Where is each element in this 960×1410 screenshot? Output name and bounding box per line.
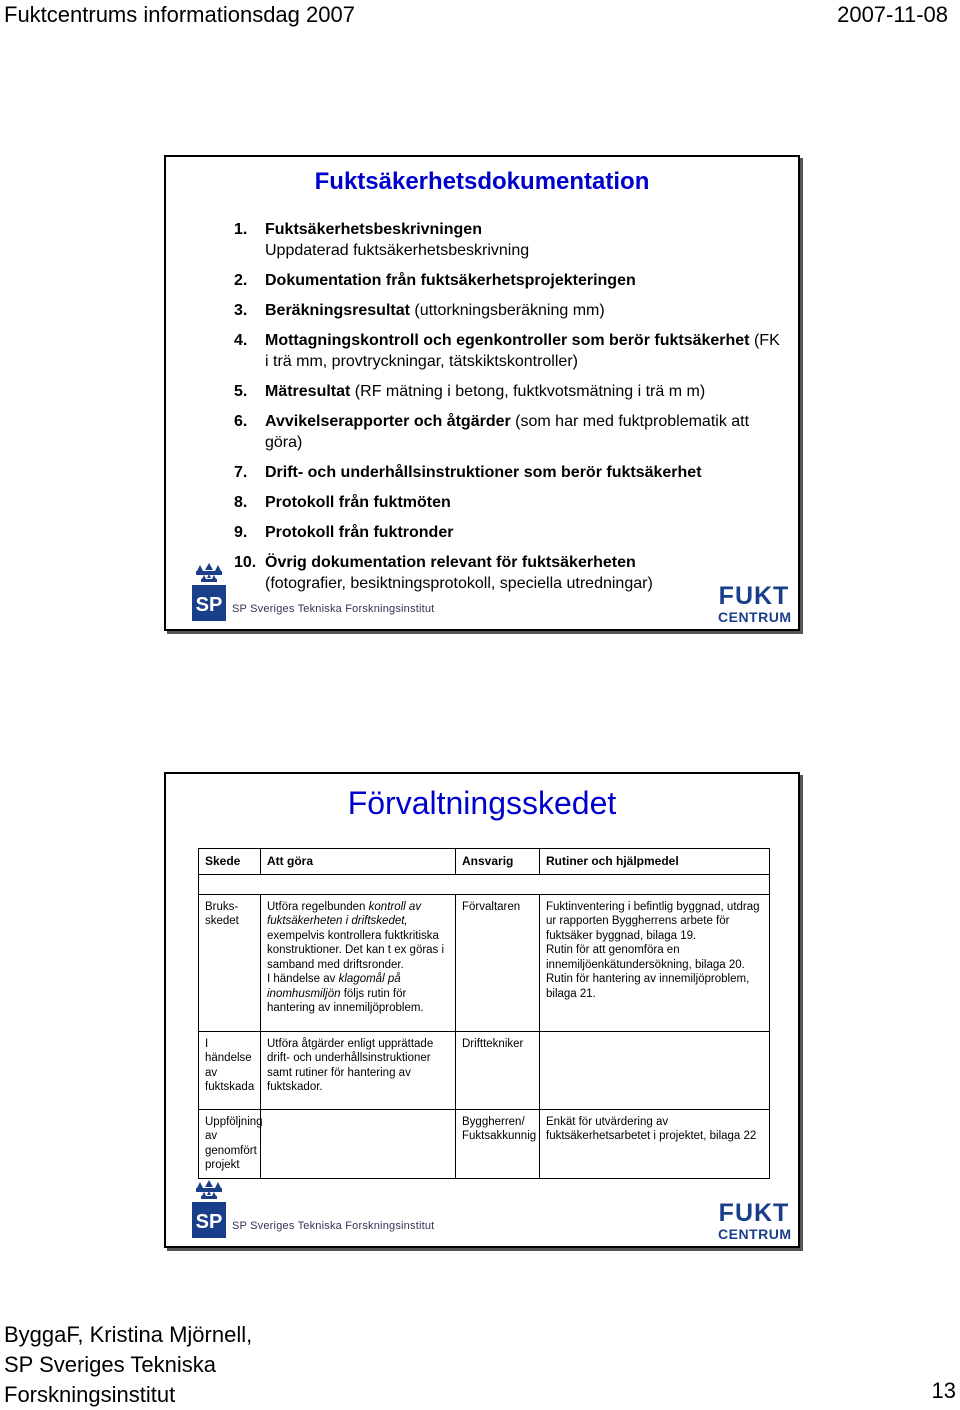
fukt-logo-line1: FUKT — [718, 1199, 790, 1227]
item-number: 3. — [234, 302, 248, 319]
table-row — [199, 894, 770, 1031]
footer-author — [4, 1320, 252, 1410]
sp-crown-logo-icon — [192, 1178, 226, 1238]
header-title: Fuktcentrums informationsdag 2007 — [4, 2, 355, 27]
list-item — [234, 300, 782, 321]
item-detail: (som har med fuktproblematik att göra) — [265, 413, 750, 451]
footer-line: SP Sveriges Tekniska — [4, 1352, 216, 1377]
sp-institute-name: SP Sveriges Tekniska Forskningsinstitut — [232, 1220, 435, 1232]
item-heading: Dokumentation från fuktsäkerhetsprojekteringen — [265, 272, 636, 289]
item-heading: Fuktsäkerhetsbeskrivningen — [265, 221, 482, 238]
item-number: 7. — [234, 464, 248, 481]
fukt-logo-line2: CENTRUM — [718, 1226, 792, 1242]
slide-forvaltningsskedet — [164, 772, 800, 1248]
skede-cell: Bruks-skedet — [199, 894, 261, 1031]
slide-title: Fuktsäkerhetsdokumentation — [314, 168, 650, 195]
skede-cell: Uppföljning av genomfört projekt — [199, 1109, 261, 1178]
fuktcentrum-logo — [718, 583, 790, 625]
item-heading: Drift- och underhållsinstruktioner som berör fuktsäkerhet — [265, 464, 702, 481]
table-row — [199, 1031, 770, 1109]
ansvarig-cell: Drifttekniker — [456, 1031, 540, 1109]
item-number: 5. — [234, 383, 248, 400]
list-item — [234, 492, 782, 513]
header-date: 2007-11-08 — [837, 2, 948, 27]
sp-crown-logo-icon — [192, 561, 226, 621]
list-item — [234, 381, 782, 402]
footer-line: ByggaF, Kristina Mjörnell, — [4, 1322, 253, 1347]
responsibility-table — [198, 848, 770, 1179]
sp-mark: SP — [195, 594, 223, 616]
item-heading: Protokoll från fuktmöten — [265, 494, 451, 511]
item-heading: Mottagningskontroll och egenkontroller som berör fuktsäkerhet — [265, 332, 750, 349]
item-number: 2. — [234, 272, 248, 289]
item-number: 9. — [234, 524, 248, 541]
column-header: Skede — [199, 849, 261, 875]
item-detail: (fotografier, besiktningsprotokoll, speciella utredningar) — [265, 575, 653, 592]
att-gora-cell: Utföra regelbunden kontroll av fuktsäkerheten i driftskedet, exempelvis kontrollera fuktkritiska konstruktioner. Det kan t ex göras i samband med driftsronder. I händelse av klagomål på inomhusmiljön följs rutin för hantering av innemiljöproblem. — [261, 894, 456, 1031]
rutiner-cell: Enkät för utvärdering av fuktsäkerhetsarbetet i projektet, bilaga 22 — [540, 1109, 770, 1178]
item-heading: Beräkningsresultat — [265, 302, 410, 319]
documentation-list — [234, 219, 782, 603]
sp-institute-name: SP Sveriges Tekniska Forskningsinstitut — [232, 603, 435, 615]
ansvarig-cell: Byggherren/ Fuktsakkunnig — [456, 1109, 540, 1178]
fukt-logo-line1: FUKT — [718, 582, 790, 610]
item-detail: (RF mätning i betong, fuktkvotsmätning i trä m m) — [350, 383, 706, 400]
item-number: 8. — [234, 494, 248, 511]
table-row — [199, 1109, 770, 1178]
skede-cell: I händelse av fuktskada — [199, 1031, 261, 1109]
list-item — [234, 522, 782, 543]
slide-title: Förvaltningsskedet — [347, 785, 617, 821]
att-gora-cell: Utföra åtgärder enligt upprättade drift- och underhållsinstruktioner samt rutiner för hantering av fuktskador. — [261, 1031, 456, 1109]
footer-line: Forskningsinstitut — [4, 1382, 176, 1407]
item-detail: Uppdaterad fuktsäkerhetsbeskrivning — [265, 242, 530, 259]
rutiner-cell: Fuktinventering i befintlig byggnad, utdrag ur rapporten Byggherrens arbete för fuktsäker byggnad, bilaga 19. Rutin för att genomföra en innemiljöenkätundersökning, bilaga 20. Rutin för hantering av innemiljöproblem, bilaga 21. — [540, 894, 770, 1031]
page-number: 13 — [931, 1378, 956, 1403]
list-item — [234, 552, 782, 594]
item-number: 6. — [234, 413, 248, 430]
list-item — [234, 270, 782, 291]
list-item — [234, 462, 782, 483]
list-item — [234, 411, 782, 453]
sp-mark: SP — [195, 1211, 223, 1233]
item-heading: Mätresultat — [265, 383, 351, 400]
fukt-logo-line2: CENTRUM — [718, 609, 792, 625]
item-number: 1. — [234, 221, 248, 238]
table-header-row — [199, 849, 770, 875]
item-heading: Övrig dokumentation relevant för fuktsäkerheten — [265, 554, 636, 571]
item-detail: (FK i trä mm, provtryckningar, tätskiktskontroller) — [265, 332, 780, 370]
item-detail: (uttorkningsberäkning mm) — [409, 302, 605, 319]
item-number: 4. — [234, 332, 248, 349]
column-header: Ansvarig — [456, 849, 540, 875]
item-number: 10. — [234, 554, 257, 571]
ansvarig-cell: Förvaltaren — [456, 894, 540, 1031]
list-item — [234, 330, 782, 372]
list-item — [234, 219, 782, 261]
att-gora-cell — [261, 1109, 456, 1178]
column-header: Att göra — [261, 849, 456, 875]
item-heading: Protokoll från fuktronder — [265, 524, 454, 541]
column-header: Rutiner och hjälpmedel — [540, 849, 770, 875]
rutiner-cell — [540, 1031, 770, 1109]
item-heading: Avvikelserapporter och åtgärder — [265, 413, 511, 430]
slide-fuktsakerhetsdokumentation — [164, 155, 800, 631]
fuktcentrum-logo — [718, 1200, 790, 1242]
